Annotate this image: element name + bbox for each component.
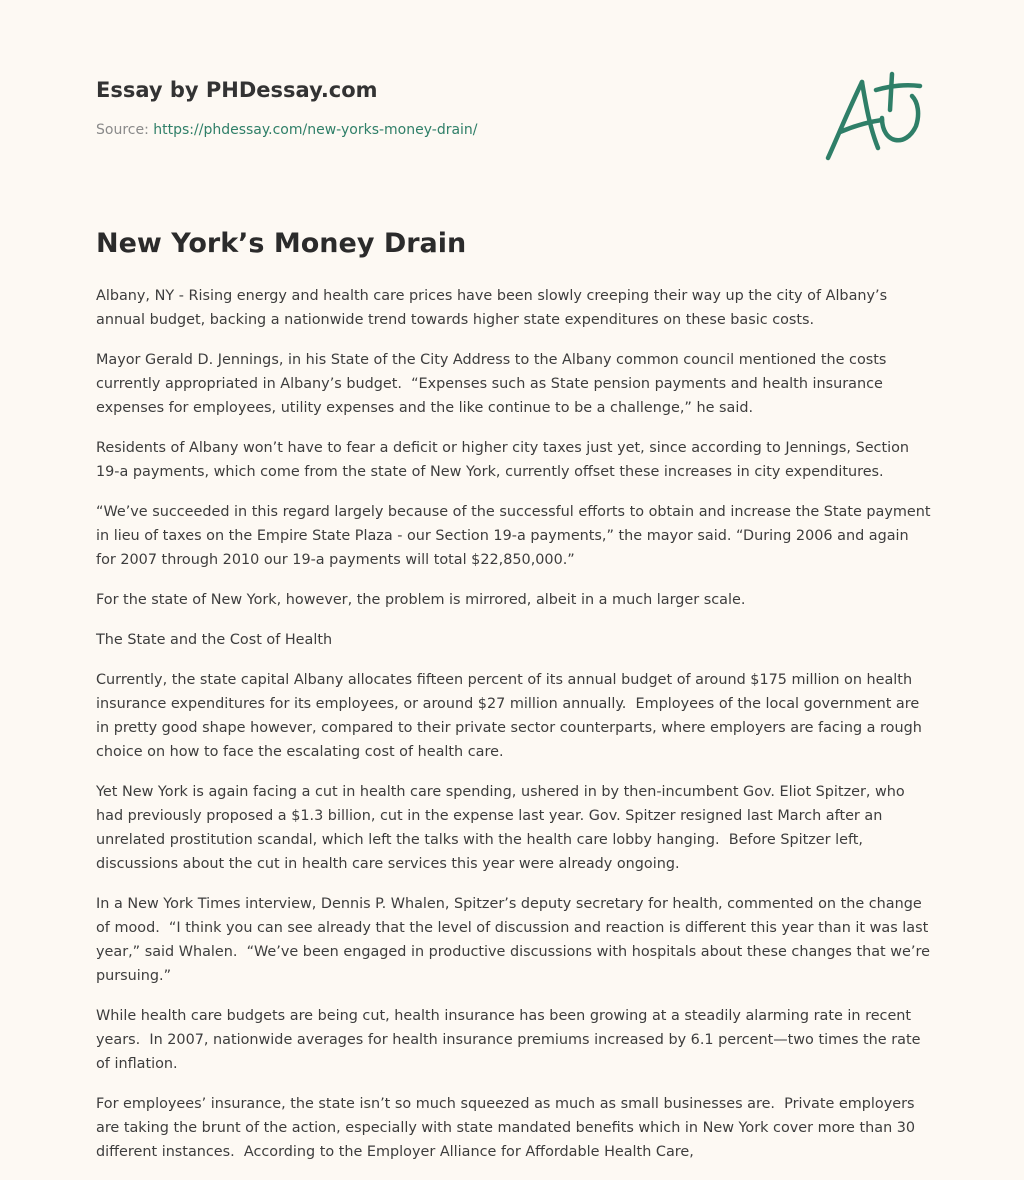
paragraph: While health care budgets are being cut, health insurance has been growing at a steadily alarming rate in recent years. In 2007, nationwide averages for health insurance premiums increased by 6.1 percent—two times the rate of inflation. bbox=[96, 1008, 926, 1072]
paragraph: For employees’ insurance, the state isn’t so much squeezed as much as small businesses are. Private employers are taking the brunt of the action, especially with state mandated benefits which in New York cover more than 30 different instances. According to the Employer Alliance for Affordable Health Care, bbox=[96, 1096, 920, 1160]
section-heading: The State and the Cost of Health bbox=[96, 632, 333, 648]
source-line bbox=[96, 120, 796, 140]
paragraph: For the state of New York, however, the problem is mirrored, albeit in a much larger scale. bbox=[96, 592, 746, 608]
paragraph: Residents of Albany won’t have to fear a deficit or higher city taxes just yet, since according to Jennings, Section 19-a payments, which come from the state of New York, currently offset these increases in city expenditures. bbox=[96, 440, 914, 480]
paragraph: In a New York Times interview, Dennis P. Whalen, Spitzer’s deputy secretary for health, commented on the change of mood. “I think you can see already that the level of discussion and reaction is different this year than it was last year,” said Whalen. “We’ve been engaged in productive discussions with hospitals about these changes that we’re pursuing.” bbox=[96, 896, 935, 984]
essay-header bbox=[96, 76, 796, 140]
paragraph: Currently, the state capital Albany allocates fifteen percent of its annual budget of around $175 million on health insurance expenditures for its employees, or around $27 million annually. Employees of the local government are in pretty good shape however, compared to their private sector counterparts, where employers are facing a rough choice on how to face the escalating cost of health care. bbox=[96, 672, 927, 760]
source-link[interactable]: https://phdessay.com/new-yorks-money-drain/ bbox=[153, 122, 478, 138]
source-label: Source: bbox=[96, 122, 154, 138]
paragraph: Mayor Gerald D. Jennings, in his State of the City Address to the Albany common council mentioned the costs currently appropriated in Albany’s budget. “Expenses such as State pension payments and health insurance expenses for employees, utility expenses and the like continue to be a challenge,” he said. bbox=[96, 352, 891, 416]
article-body bbox=[96, 284, 936, 1180]
article-title: New York’s Money Drain bbox=[96, 228, 467, 259]
paragraph: “We’ve succeeded in this regard largely because of the successful efforts to obtain and increase the State payment in lieu of taxes on the Empire State Plaza - our Section 19-a payments,” the mayor said. “During 2006 and again for 2007 through 2010 our 19-a payments will total $22,850,000.” bbox=[96, 504, 936, 568]
a-plus-logo-icon bbox=[820, 66, 930, 166]
paragraph: Yet New York is again facing a cut in health care spending, ushered in by then-incumbent Gov. Eliot Spitzer, who had previously proposed a $1.3 billion, cut in the expense last year. Gov. Spitzer resigned last March after an unrelated prostitution scandal, which left the talks with the health care lobby hanging. Before Spitzer left, discussions about the cut in health care services this year were already ongoing. bbox=[96, 784, 910, 872]
brand-title: Essay by PHDessay.com bbox=[96, 78, 378, 102]
paragraph: Albany, NY - Rising energy and health care prices have been slowly creeping their way up the city of Albany’s annual budget, backing a nationwide trend towards higher state expenditures on these basic costs. bbox=[96, 288, 892, 328]
